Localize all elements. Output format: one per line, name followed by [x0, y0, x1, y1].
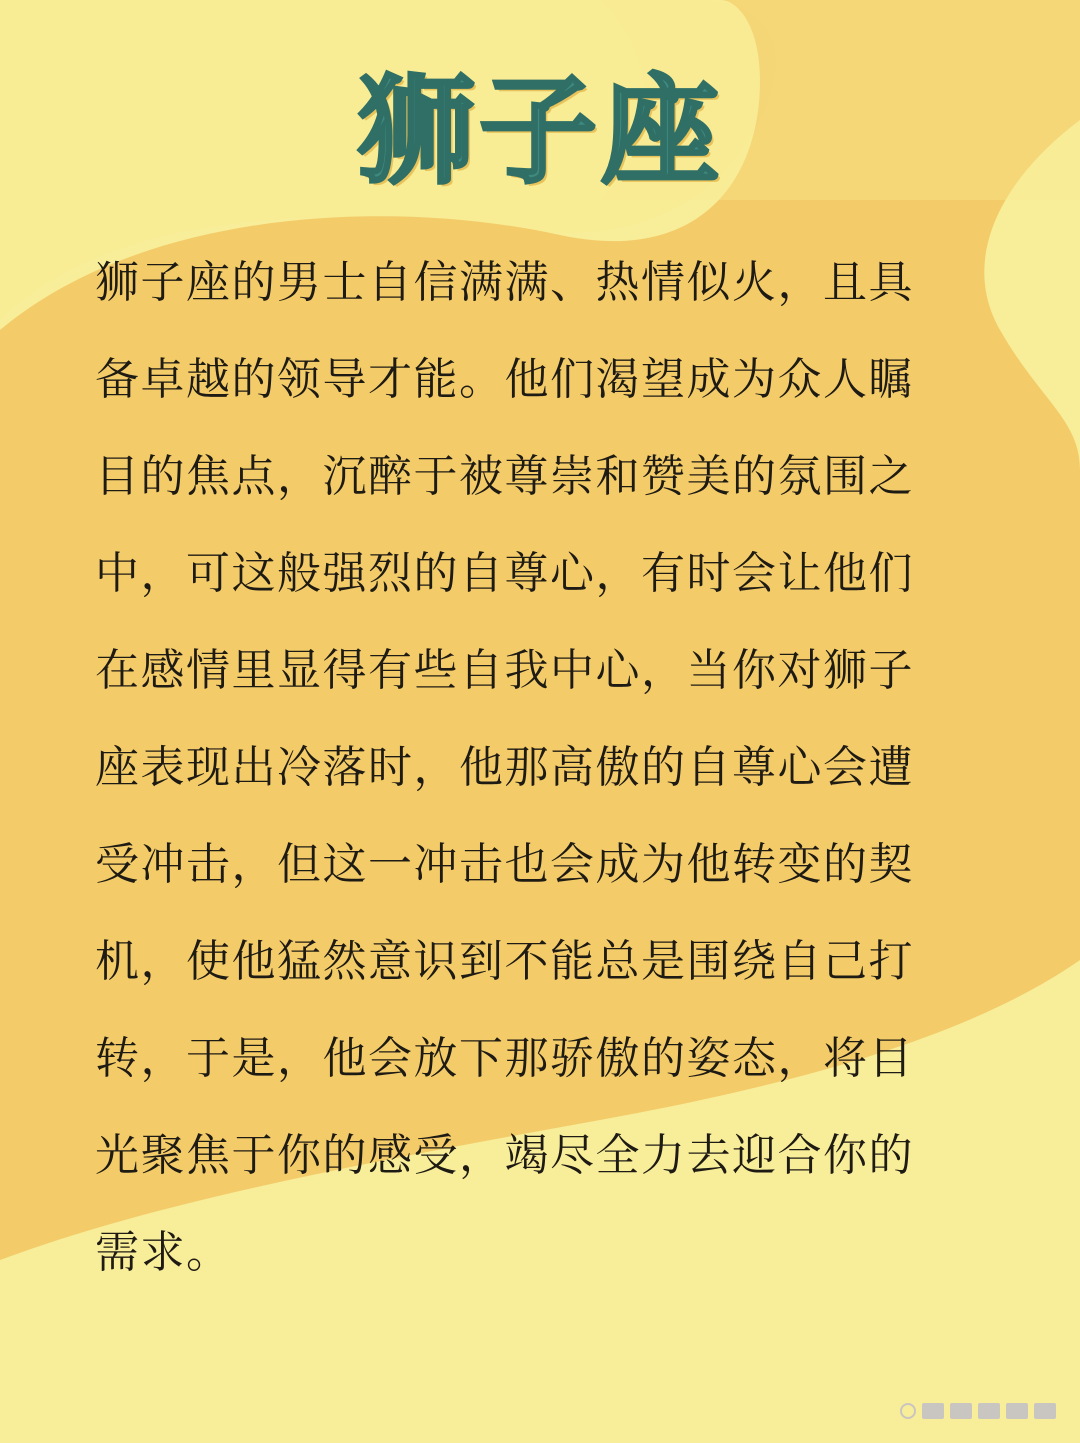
body-line: 目的焦点，沉醉于被尊崇和赞美的氛围之 — [95, 451, 914, 502]
weibo-watermark-icon — [900, 1403, 1056, 1419]
page-title: 狮子座 — [356, 61, 723, 200]
watermark-block — [1006, 1403, 1028, 1419]
watermark-block — [978, 1403, 1000, 1419]
body-paragraph — [95, 234, 1015, 1301]
body-line: 受冲击，但这一冲击也会成为他转变的契 — [95, 839, 914, 890]
body-line: 备卓越的领导才能。他们渴望成为众人瞩 — [95, 354, 914, 405]
watermark-logo-icon — [900, 1403, 916, 1419]
body-line: 需求。 — [95, 1227, 232, 1278]
body-line: 转，于是，他会放下那骄傲的姿态，将目 — [95, 1033, 914, 1084]
body-line: 座表现出冷落时，他那高傲的自尊心会遭 — [95, 742, 914, 793]
watermark-block — [922, 1403, 944, 1419]
body-line: 中，可这般强烈的自尊心，有时会让他们 — [95, 548, 914, 599]
body-line: 机，使他猛然意识到不能总是围绕自己打 — [95, 936, 914, 987]
watermark-block — [950, 1403, 972, 1419]
watermark-block — [1034, 1403, 1056, 1419]
body-line: 狮子座的男士自信满满、热情似火，且具 — [95, 257, 914, 308]
body-line: 光聚焦于你的感受，竭尽全力去迎合你的 — [95, 1130, 914, 1181]
body-line: 在感情里显得有些自我中心，当你对狮子 — [95, 645, 914, 696]
